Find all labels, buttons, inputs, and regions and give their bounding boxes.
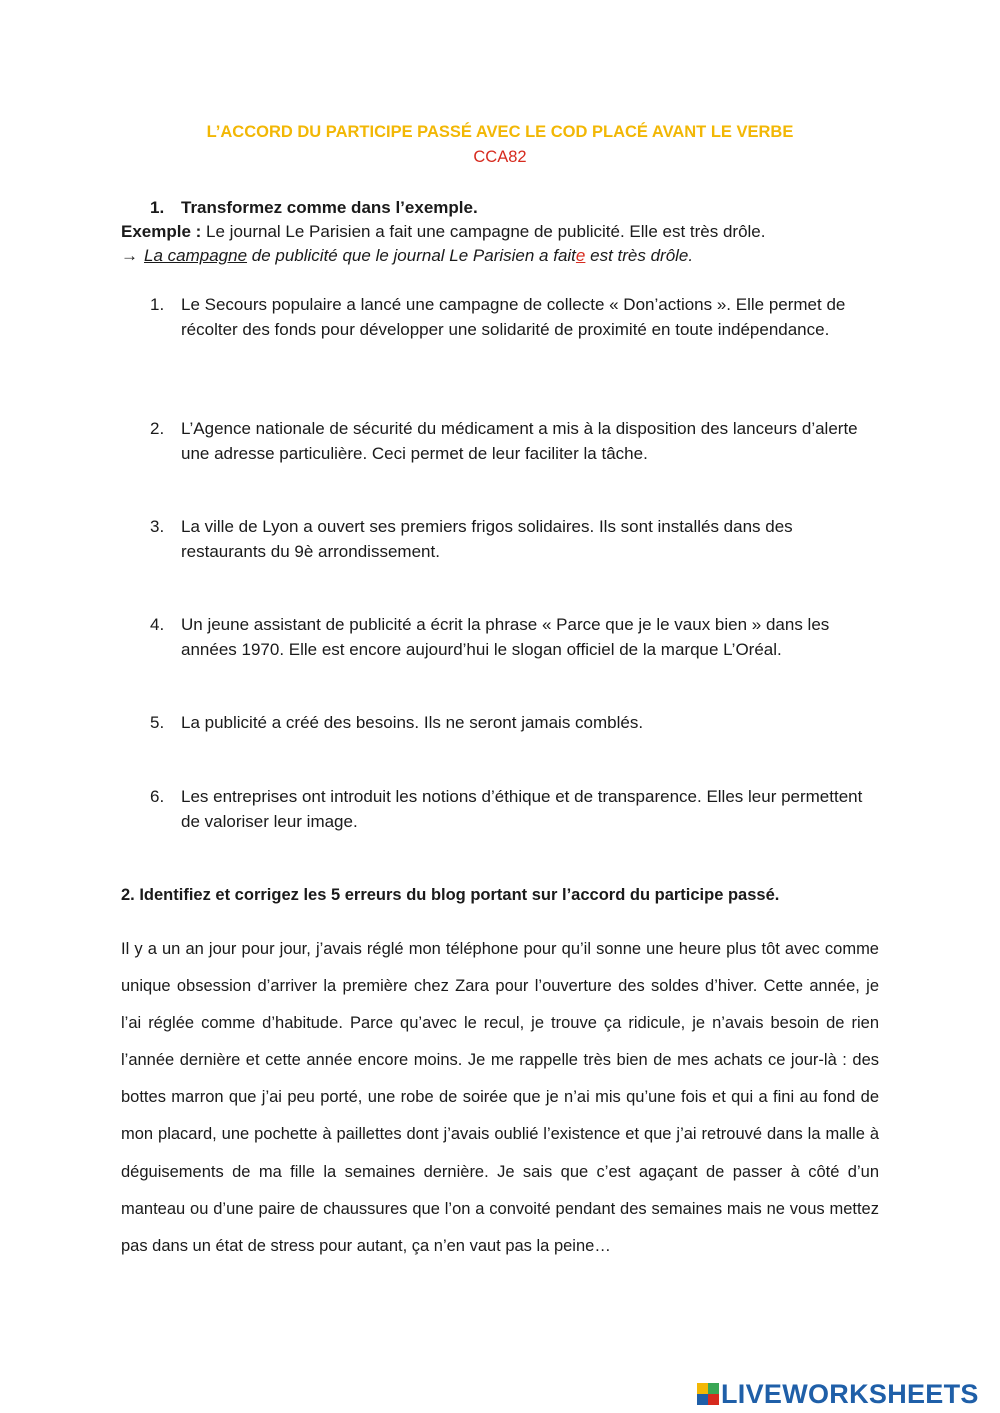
example-text: Le journal Le Parisien a fait une campagne de publicité. Elle est très drôle. bbox=[201, 222, 766, 241]
answer-underlined: La campagne bbox=[144, 246, 248, 265]
worksheet-title: L’ACCORD DU PARTICIPE PASSÉ AVEC LE COD PLACÉ AVANT LE VERBE bbox=[206, 123, 794, 141]
list-item-text: Un jeune assistant de publicité a écrit la phrase « Parce que je le vaux bien » dans les années 1970. Elle est encore aujourd’hui le slogan officiel de la marque L’Oréal. bbox=[181, 615, 830, 659]
exercise-1-heading bbox=[150, 198, 478, 218]
list-item-number: 3. bbox=[150, 517, 165, 536]
list-item-number: 2. bbox=[150, 419, 165, 438]
exercise-1-instruction: Transformez comme dans l’exemple. bbox=[181, 198, 478, 217]
list-item bbox=[150, 515, 880, 564]
list-item bbox=[150, 711, 880, 736]
list-item-number: 4. bbox=[150, 615, 165, 634]
example-label: Exemple : bbox=[121, 222, 202, 241]
list-item bbox=[150, 785, 880, 834]
list-item-number: 1. bbox=[150, 295, 165, 314]
list-item-text: Les entreprises ont introduit les notions d’éthique et de transparence. Elles leur permettent de valoriser leur image. bbox=[181, 787, 863, 831]
list-item-number: 5. bbox=[150, 713, 165, 732]
list-item bbox=[150, 613, 880, 662]
liveworksheets-logo bbox=[697, 1379, 979, 1409]
arrow-icon: → bbox=[121, 246, 138, 265]
list-item-text: La publicité a créé des besoins. Ils ne seront jamais comblés. bbox=[181, 713, 644, 732]
list-item-text: La ville de Lyon a ouvert ses premiers frigos solidaires. Ils sont installés dans des restaurants du 9è arrondissement. bbox=[181, 517, 793, 561]
exercise-2-heading: 2. Identifiez et corrigez les 5 erreurs du blog portant sur l’accord du participe passé. bbox=[121, 886, 780, 904]
example-sentence bbox=[121, 222, 765, 242]
example-answer bbox=[121, 246, 693, 266]
list-item-text: Le Secours populaire a lancé une campagne de collecte « Don’actions ». Elle permet de récolter des fonds pour développer une solidarité de proximité en toute indépendance. bbox=[181, 295, 846, 339]
answer-end: est très drôle. bbox=[585, 246, 694, 265]
exercise-1-number: 1. bbox=[150, 198, 165, 217]
logo-mark-icon bbox=[697, 1383, 719, 1405]
list-item bbox=[150, 417, 880, 466]
logo-text: LIVEWORKSHEETS bbox=[721, 1378, 979, 1409]
list-item-text: L’Agence nationale de sécurité du médicament a mis à la disposition des lanceurs d’alerte une adresse particulière. Ceci permet de leur faciliter la tâche. bbox=[181, 419, 858, 463]
list-item bbox=[150, 293, 880, 342]
answer-middle: de publicité que le journal Le Parisien a fait bbox=[247, 246, 576, 265]
blog-text: Il y a un an jour pour jour, j’avais réglé mon téléphone pour qu’il sonne une heure plus tôt avec comme unique obsession d’arriver la première chez Zara pour l’ouverture des soldes d’hiver. Cette année, je l’ai réglée comme d’habitude. Parce qu’avec le recul, je trouve ça ridicule, je n’avais besoin de rien l’année dernière et cette année encore moins. Je me rappelle très bien de mes achats ce jour-là : des bottes marron que j’ai peu porté, une robe de soirée que je n’ai mis qu’une fois et qui a fini au fond de mon placard, une pochette à paillettes dont j’avais oublié l’existence et que j’ai retrouvé dans la malle à déguisements de ma fille la semaines dernière. Je sais que c’est agaçant de passer à côté d’un manteau ou d’une paire de chaussures que l’on a convoité pendant des semaines mais ne vous mettez pas dans un état de stress pour autant, ça n’en vaut pas la peine… bbox=[121, 940, 879, 1255]
answer-agreement-ending: e bbox=[575, 246, 586, 265]
worksheet-code: CCA82 bbox=[473, 148, 527, 166]
list-item-number: 6. bbox=[150, 787, 165, 806]
